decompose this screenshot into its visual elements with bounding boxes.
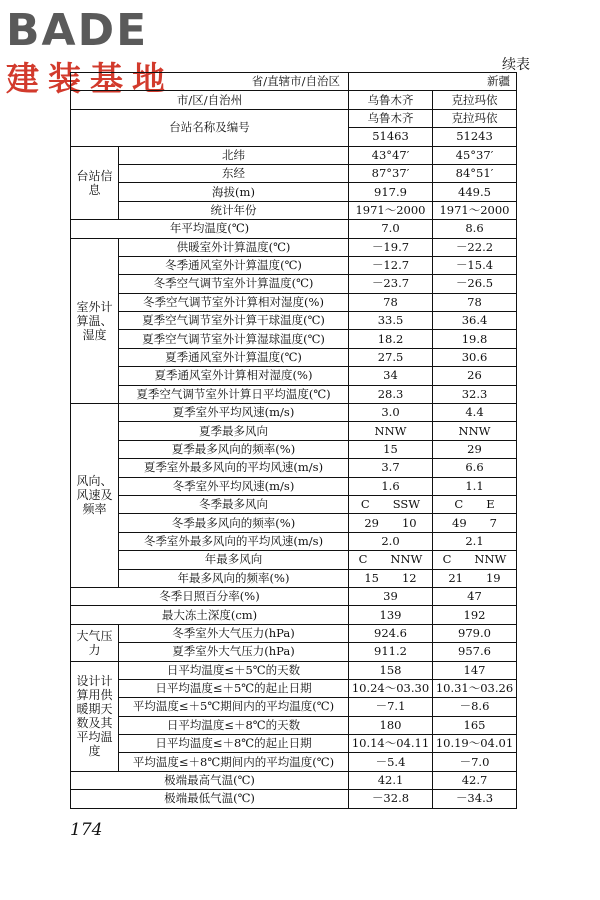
value-p2-1: 911.2	[349, 643, 433, 661]
table-row	[71, 367, 517, 385]
row-label-o5: 夏季空气调节室外计算干球温度(℃)	[119, 312, 349, 330]
logo-brand-sub: 建装基地	[6, 59, 174, 98]
row-label-o1: 供暖室外计算温度(℃)	[119, 238, 349, 256]
value-h2-2: 10.31～03.26	[433, 679, 517, 697]
value-h1-1: 158	[349, 661, 433, 679]
value-w5-1: 1.6	[349, 477, 433, 495]
value-o9-1: 28.3	[349, 385, 433, 403]
value-p1-2: 979.0	[433, 624, 517, 642]
value-o8-1: 34	[349, 367, 433, 385]
row-label-o9: 夏季空气调节室外计算日平均温度(℃)	[119, 385, 349, 403]
value-lon-1: 87°37′	[349, 164, 433, 182]
value-w5-2: 1.1	[433, 477, 517, 495]
table-row	[71, 220, 517, 238]
value-w1-1: 3.0	[349, 404, 433, 422]
value-w2-1: NNW	[349, 422, 433, 440]
value-lon-2: 84°51′	[433, 164, 517, 182]
value-h2-1: 10.24～03.30	[349, 679, 433, 697]
table-row	[71, 330, 517, 348]
table-row	[71, 679, 517, 697]
group-label-pressure: 大气压力	[71, 624, 119, 661]
table-row	[71, 385, 517, 403]
value-h6-2: －7.0	[433, 753, 517, 771]
table-row	[71, 587, 517, 605]
row-label-o8: 夏季通风室外计算相对湿度(%)	[119, 367, 349, 385]
station-id-1: 51463	[349, 128, 433, 146]
table-row	[71, 238, 517, 256]
value-w10-2: 21 19	[433, 569, 517, 587]
value-lat-1: 43°47′	[349, 146, 433, 164]
continued-label: 续表	[502, 57, 530, 73]
value-alt-1: 917.9	[349, 183, 433, 201]
row-label-years: 统计年份	[119, 201, 349, 219]
row-label-h1: 日平均温度≤＋5℃的天数	[119, 661, 349, 679]
value-w7-2: 49 7	[433, 514, 517, 532]
value-h5-1: 10.14～04.11	[349, 735, 433, 753]
group-label-heating: 设计计算用供暖期天数及其平均温度	[71, 661, 119, 771]
value-o6-2: 19.8	[433, 330, 517, 348]
table-row	[71, 422, 517, 440]
table-row	[71, 606, 517, 624]
climate-data-table	[70, 72, 517, 809]
value-sun-2: 47	[433, 587, 517, 605]
value-p2-2: 957.6	[433, 643, 517, 661]
header-row-station	[71, 109, 517, 127]
table-row	[71, 183, 517, 201]
value-w7-1: 29 10	[349, 514, 433, 532]
value-alt-2: 449.5	[433, 183, 517, 201]
row-label-tmin: 极端最低气温(℃)	[71, 790, 349, 808]
row-label-h4: 日平均温度≤＋8℃的天数	[119, 716, 349, 734]
row-label-h6: 平均温度≤＋8℃期间内的平均温度(℃)	[119, 753, 349, 771]
value-h6-1: －5.4	[349, 753, 433, 771]
row-label-annual_t: 年平均温度(℃)	[71, 220, 349, 238]
value-lat-2: 45°37′	[433, 146, 517, 164]
table-row	[71, 514, 517, 532]
value-w9-1: C NNW	[349, 551, 433, 569]
table-row	[71, 532, 517, 550]
row-label-w3: 夏季最多风向的频率(%)	[119, 440, 349, 458]
value-o4-1: 78	[349, 293, 433, 311]
value-o3-1: －23.7	[349, 275, 433, 293]
value-w2-2: NNW	[433, 422, 517, 440]
value-o6-1: 18.2	[349, 330, 433, 348]
row-label-w1: 夏季室外平均风速(m/s)	[119, 404, 349, 422]
row-label-lat: 北纬	[119, 146, 349, 164]
value-tmin-2: －34.3	[433, 790, 517, 808]
table-row	[71, 146, 517, 164]
row-label-h2: 日平均温度≤＋5℃的起止日期	[119, 679, 349, 697]
value-annual_t-1: 7.0	[349, 220, 433, 238]
page-number: 174	[70, 820, 103, 840]
value-o2-2: －15.4	[433, 256, 517, 274]
value-w8-1: 2.0	[349, 532, 433, 550]
row-label-w6: 冬季最多风向	[119, 495, 349, 513]
table-row	[71, 404, 517, 422]
table-row	[71, 735, 517, 753]
row-label-o7: 夏季通风室外计算温度(℃)	[119, 348, 349, 366]
table-row	[71, 643, 517, 661]
value-w4-1: 3.7	[349, 459, 433, 477]
table-row	[71, 698, 517, 716]
table-row	[71, 716, 517, 734]
value-w10-1: 15 12	[349, 569, 433, 587]
row-label-w10: 年最多风向的频率(%)	[119, 569, 349, 587]
station-id-2: 51243	[433, 128, 517, 146]
value-w1-2: 4.4	[433, 404, 517, 422]
logo-brand-main: BADE	[6, 5, 149, 56]
value-w8-2: 2.1	[433, 532, 517, 550]
station-name-1: 乌鲁木齐	[349, 109, 433, 127]
value-o2-1: －12.7	[349, 256, 433, 274]
station-name-2: 克拉玛依	[433, 109, 517, 127]
value-o4-2: 78	[433, 293, 517, 311]
row-label-h5: 日平均温度≤＋8℃的起止日期	[119, 735, 349, 753]
value-h4-2: 165	[433, 716, 517, 734]
row-label-p2: 夏季室外大气压力(hPa)	[119, 643, 349, 661]
group-label-outdoor: 室外计算温、湿度	[71, 238, 119, 404]
value-annual_t-2: 8.6	[433, 220, 517, 238]
header-row-city	[71, 91, 517, 109]
station-label: 台站名称及编号	[71, 109, 349, 146]
value-tmax-2: 42.7	[433, 771, 517, 789]
value-frost-2: 192	[433, 606, 517, 624]
header-row-province	[71, 73, 517, 91]
row-label-o2: 冬季通风室外计算温度(℃)	[119, 256, 349, 274]
province-label: 省/直辖市/自治区	[71, 73, 349, 91]
city-value-1: 乌鲁木齐	[349, 91, 433, 109]
value-h3-2: －8.6	[433, 698, 517, 716]
value-w9-2: C NNW	[433, 551, 517, 569]
table-row	[71, 201, 517, 219]
table-row	[71, 661, 517, 679]
table-row	[71, 256, 517, 274]
value-o3-2: －26.5	[433, 275, 517, 293]
value-h3-1: －7.1	[349, 698, 433, 716]
table-row	[71, 440, 517, 458]
table-row	[71, 275, 517, 293]
city-value-2: 克拉玛依	[433, 91, 517, 109]
row-label-h3: 平均温度≤＋5℃期间内的平均温度(℃)	[119, 698, 349, 716]
table-row	[71, 164, 517, 182]
value-years-1: 1971～2000	[349, 201, 433, 219]
table-row	[71, 459, 517, 477]
row-label-o6: 夏季空气调节室外计算湿球温度(℃)	[119, 330, 349, 348]
table-row	[71, 551, 517, 569]
row-label-o4: 冬季空气调节室外计算相对湿度(%)	[119, 293, 349, 311]
table-row	[71, 477, 517, 495]
value-sun-1: 39	[349, 587, 433, 605]
row-label-w9: 年最多风向	[119, 551, 349, 569]
row-label-w5: 冬季室外平均风速(m/s)	[119, 477, 349, 495]
row-label-w4: 夏季室外最多风向的平均风速(m/s)	[119, 459, 349, 477]
table-row	[71, 312, 517, 330]
table-row	[71, 771, 517, 789]
table-row	[71, 569, 517, 587]
value-h4-1: 180	[349, 716, 433, 734]
province-value: 新疆	[349, 73, 517, 91]
row-label-p1: 冬季室外大气压力(hPa)	[119, 624, 349, 642]
value-o1-2: －22.2	[433, 238, 517, 256]
value-w3-1: 15	[349, 440, 433, 458]
value-p1-1: 924.6	[349, 624, 433, 642]
row-label-o3: 冬季空气调节室外计算温度(℃)	[119, 275, 349, 293]
value-w6-2: C E	[433, 495, 517, 513]
group-label-station: 台站信息	[71, 146, 119, 220]
table-row	[71, 753, 517, 771]
row-label-sun: 冬季日照百分率(%)	[71, 587, 349, 605]
row-label-lon: 东经	[119, 164, 349, 182]
value-o7-1: 27.5	[349, 348, 433, 366]
row-label-alt: 海拔(m)	[119, 183, 349, 201]
group-label-wind: 风向、风速及频率	[71, 404, 119, 588]
value-tmin-1: －32.8	[349, 790, 433, 808]
value-w3-2: 29	[433, 440, 517, 458]
table-row	[71, 790, 517, 808]
value-o1-1: －19.7	[349, 238, 433, 256]
value-o9-2: 32.3	[433, 385, 517, 403]
value-o5-2: 36.4	[433, 312, 517, 330]
row-label-w8: 冬季室外最多风向的平均风速(m/s)	[119, 532, 349, 550]
value-o5-1: 33.5	[349, 312, 433, 330]
value-w6-1: C SSW	[349, 495, 433, 513]
value-h1-2: 147	[433, 661, 517, 679]
table-row	[71, 348, 517, 366]
table-row	[71, 624, 517, 642]
value-frost-1: 139	[349, 606, 433, 624]
city-label: 市/区/自治州	[71, 91, 349, 109]
row-label-w7: 冬季最多风向的频率(%)	[119, 514, 349, 532]
value-o7-2: 30.6	[433, 348, 517, 366]
value-o8-2: 26	[433, 367, 517, 385]
row-label-frost: 最大冻土深度(cm)	[71, 606, 349, 624]
value-w4-2: 6.6	[433, 459, 517, 477]
row-label-w2: 夏季最多风向	[119, 422, 349, 440]
value-h5-2: 10.19～04.01	[433, 735, 517, 753]
table-row	[71, 495, 517, 513]
value-tmax-1: 42.1	[349, 771, 433, 789]
value-years-2: 1971～2000	[433, 201, 517, 219]
table-row	[71, 293, 517, 311]
row-label-tmax: 极端最高气温(℃)	[71, 771, 349, 789]
